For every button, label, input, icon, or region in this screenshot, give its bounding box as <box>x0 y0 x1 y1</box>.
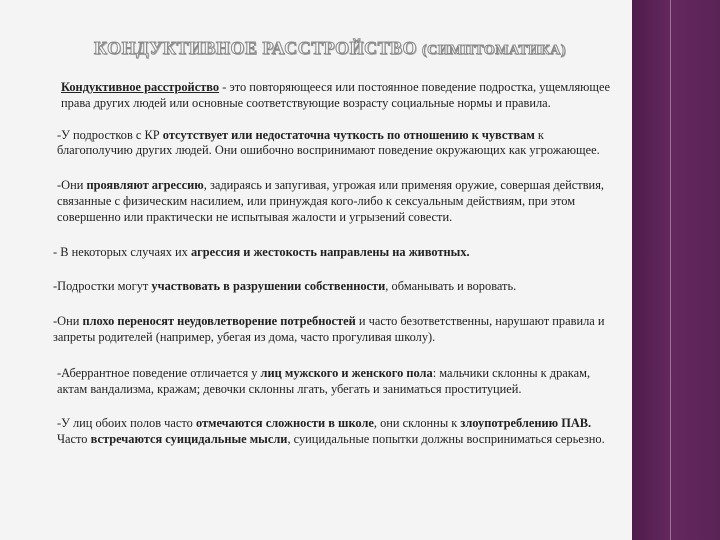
title-main: КОНДУКТИВНОЕ РАССТРОЙСТВО <box>93 38 418 58</box>
emphasis-text: проявляют агрессию <box>86 178 204 193</box>
text-run: -Они <box>53 314 83 329</box>
decorative-sidebar <box>632 0 720 540</box>
symptom-paragraph-1 <box>41 128 621 160</box>
symptom-paragraph-7 <box>41 416 621 448</box>
text-run: -Аберрантное поведение отличается у <box>57 365 261 380</box>
text-run: - В некоторых случаях их <box>53 244 191 259</box>
emphasis-text: встречаются суицидальные мысли <box>90 432 288 447</box>
symptom-paragraph-2 <box>41 178 621 225</box>
text-run: -У подростков с КР <box>57 127 163 142</box>
emphasis-text: участвовать в разрушении собственности <box>151 279 386 294</box>
text-run: : мальчики склонны к дракам, актам вандализма, кражам; девочки склонны лгать, убегать и заниматься проституцией. <box>57 365 591 396</box>
emphasis-text: агрессия и жестокость направлены на животных. <box>190 244 470 259</box>
text-run: , задираясь и запугивая, угрожая или применяя оружие, совершая действия, связанные с физическим насилием, или принуждая кого-либо к сексуальным действиям, при этом совершенно или практически не испытывая жалости и угрызений совести. <box>57 178 604 224</box>
title-sub: (СИМПТОМАТИКА) <box>421 43 566 58</box>
definition-text: - это повторяющееся или постоянное поведение подростка, ущемляющее права других людей или основные соответствующие возрасту социальные нормы и правила. <box>61 80 610 110</box>
text-run: , они склонны к <box>373 416 461 431</box>
text-run: Часто <box>57 432 91 447</box>
slide-body <box>41 80 621 467</box>
text-run: -Они <box>57 178 87 193</box>
emphasis-text: лиц мужского и женского пола <box>260 365 433 380</box>
symptom-paragraph-4 <box>41 279 621 295</box>
page-title <box>40 38 620 59</box>
emphasis-text: злоупотреблению ПАВ. <box>460 416 592 431</box>
emphasis-text: плохо переносят неудовлетворение потребностей <box>82 314 356 329</box>
sidebar-divider <box>670 0 671 540</box>
definition-paragraph <box>41 80 621 112</box>
symptom-paragraph-5 <box>41 314 621 346</box>
symptom-paragraph-6 <box>41 366 621 398</box>
text-run: -Подростки могут <box>53 279 152 294</box>
emphasis-text: отмечаются сложности в школе <box>195 416 374 431</box>
text-run: и часто безответственны, нарушают правила и запреты родителей (например, убегая из дома, часто прогуливая школу). <box>53 314 605 344</box>
text-run: , суицидальные попытки должны восприниматься серьезно. <box>287 432 605 447</box>
text-run: к благополучию других людей. Они ошибочно воспринимают поведение окружающих как угрожающее. <box>57 127 600 158</box>
symptom-paragraph-3 <box>41 245 621 261</box>
emphasis-text: отсутствует или недостаточна чуткость по отношению к чувствам <box>162 127 535 142</box>
text-run: -У лиц обоих полов часто <box>57 416 196 431</box>
term-underlined: Кондуктивное расстройство <box>61 80 220 94</box>
text-run: , обманывать и воровать. <box>385 279 517 294</box>
